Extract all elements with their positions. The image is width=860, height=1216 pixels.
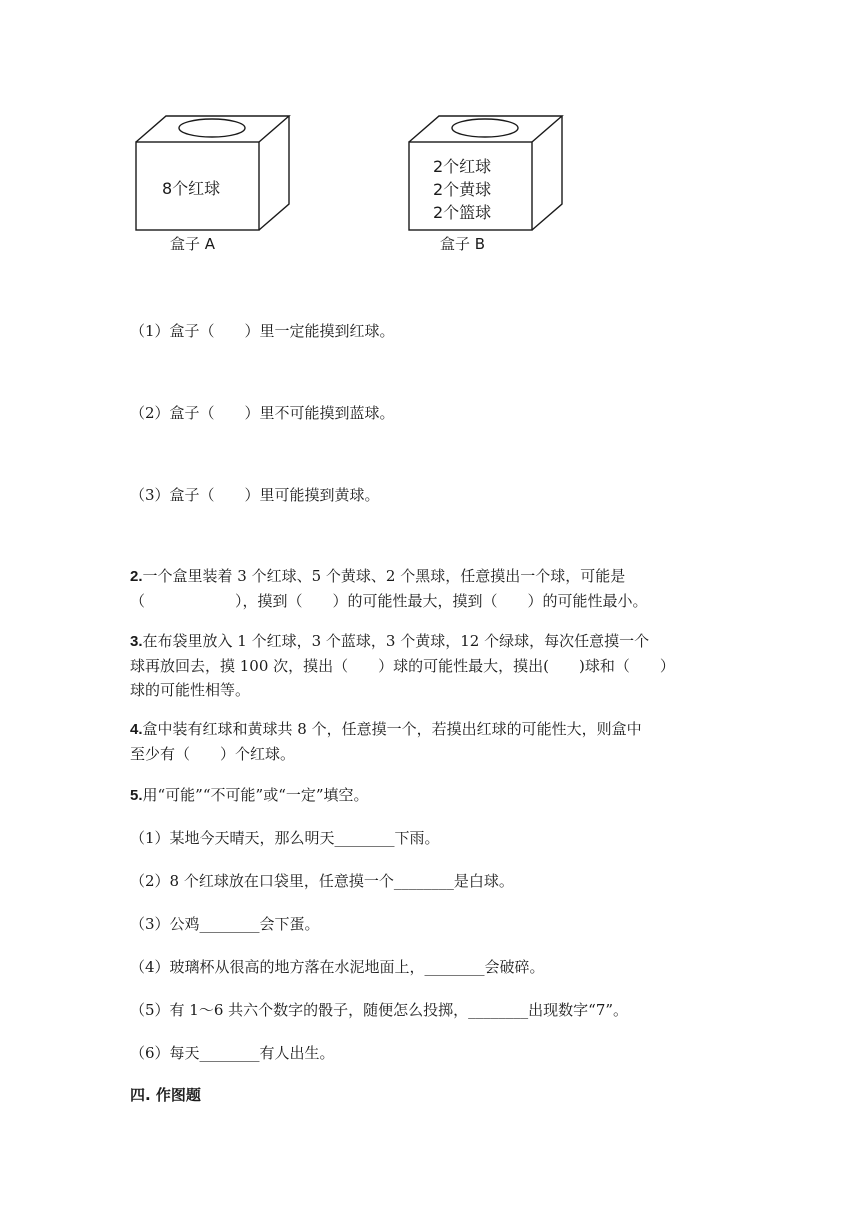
question-text: 球再放回去，摸 100 次，摸出（ ）球的可能性最大，摸出( )球和（ ）	[130, 657, 675, 675]
q5-item-1: （1）某地今天晴天，那么明天________下雨。	[130, 829, 440, 847]
box-a-label: 盒子 A	[170, 235, 216, 253]
q5-item-3: （3）公鸡________会下蛋。	[130, 915, 320, 933]
question-number: 2.	[130, 568, 143, 585]
question-number: 3.	[130, 633, 143, 650]
q5-item-6: （6）每天________有人出生。	[130, 1044, 335, 1062]
question-4	[130, 718, 642, 765]
box-b-content-line: 2个篮球	[433, 203, 492, 222]
q1-item-1: （1）盒子（ ）里一定能摸到红球。	[130, 322, 395, 340]
question-2	[130, 565, 648, 612]
box-a-content: 8个红球	[162, 179, 221, 198]
box-b-content	[433, 155, 491, 224]
section-heading: 四. 作图题	[130, 1086, 201, 1104]
question-text: （ ），摸到（ ）的可能性最大，摸到（ ）的可能性最小。	[130, 592, 648, 610]
question-text: 在布袋里放入 1 个红球，3 个蓝球，3 个黄球，12 个绿球，每次任意摸一个	[142, 632, 650, 650]
box-b-content-line: 2个黄球	[433, 180, 492, 199]
q5-item-5: （5）有 1～6 共六个数字的骰子，随便怎么投掷，________出现数字“7”。	[130, 1001, 629, 1019]
question-number: 4.	[130, 721, 143, 738]
question-text: 至少有（ ）个红球。	[130, 745, 296, 763]
question-number: 5.	[130, 787, 143, 804]
question-text: 球的可能性相等。	[130, 681, 251, 699]
question-text: 一个盒里装着 3 个红球、5 个黄球、2 个黑球，任意摸出一个球，可能是	[142, 567, 626, 585]
q1-item-3: （3）盒子（ ）里可能摸到黄球。	[130, 486, 380, 504]
box-b-label: 盒子 B	[440, 235, 486, 253]
q1-item-2: （2）盒子（ ）里不可能摸到蓝球。	[130, 404, 395, 422]
question-5-title	[130, 784, 369, 807]
question-text: 盒中装有红球和黄球共 8 个，任意摸一个，若摸出红球的可能性大，则盒中	[142, 720, 642, 738]
box-b-content-line: 2个红球	[433, 157, 492, 176]
question-3	[130, 630, 675, 701]
box-a-drawing	[130, 110, 300, 235]
q5-item-4: （4）玻璃杯从很高的地方落在水泥地面上，________会破碎。	[130, 958, 545, 976]
q5-item-2: （2）8 个红球放在口袋里，任意摸一个________是白球。	[130, 872, 514, 890]
question-text: 用“可能”“不可能”或“一定”填空。	[142, 786, 369, 804]
